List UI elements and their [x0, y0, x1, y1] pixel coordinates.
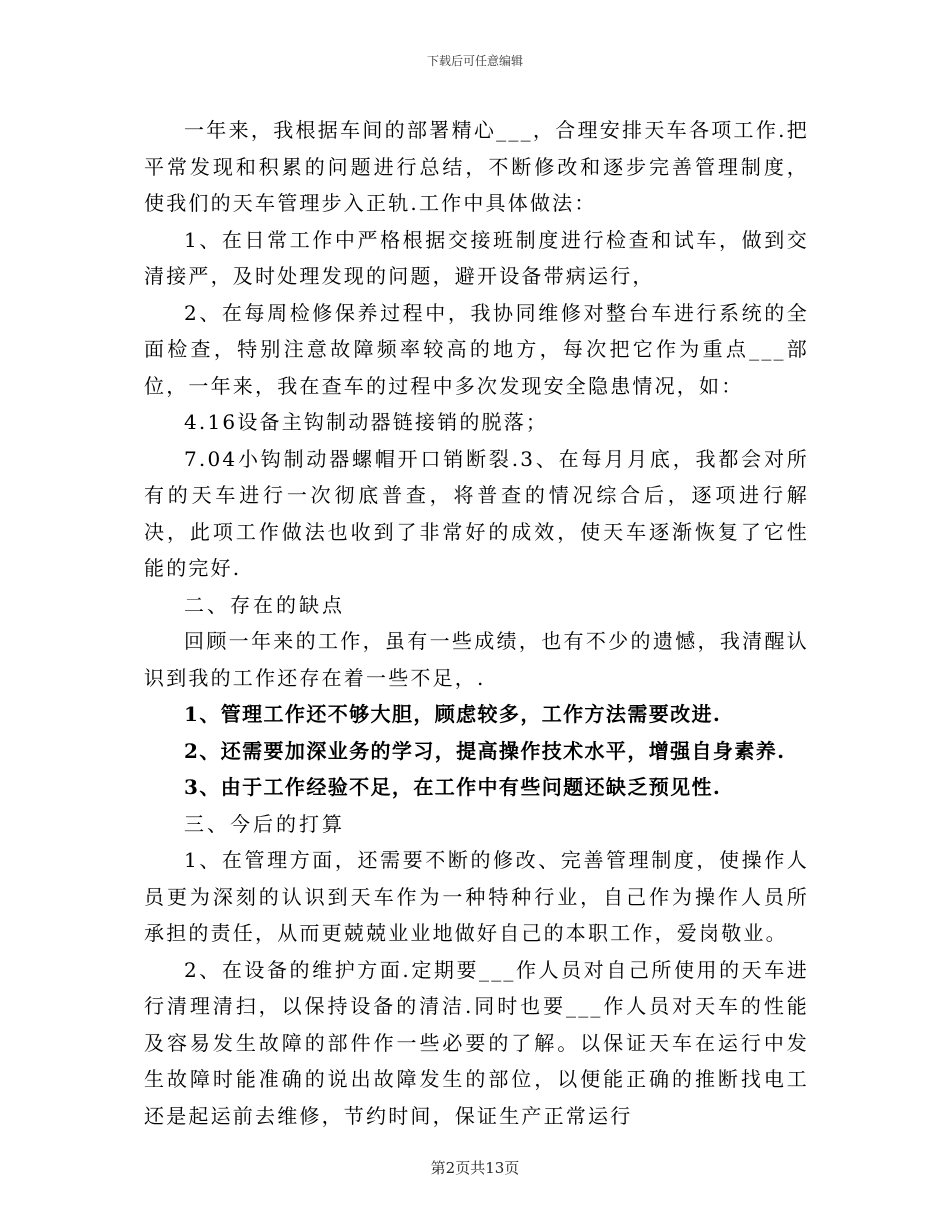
paragraph-item-2: 2、在每周检修保养过程中，我协同维修对整台车进行系统的全面检查，特别注意故障频率较高的地方，每次把它作为重点___部位，一年来，我在查车的过程中多次发现安全隐患情况，如：	[144, 300, 809, 398]
section-heading-shortcomings: 二、存在的缺点	[184, 592, 345, 617]
paragraph-review: 回顾一年来的工作，虽有一些成绩，也有不少的遗憾，我清醒认识到我的工作还存在着一些不足，.	[144, 629, 809, 690]
shortcoming-item-2: 2、还需要加深业务的学习，提高操作技术水平，增强自身素养.	[184, 738, 786, 763]
shortcoming-item-3: 3、由于工作经验不足，在工作中有些问题还缺乏预见性.	[184, 775, 722, 799]
document-body	[144, 112, 809, 1134]
plan-item-2: 2、在设备的维护方面.定期要___作人员对自己所使用的天车进行清理清扫，以保持设备的清洁.同时也要___作人员对天车的性能及容易发生故障的部件作一些必要的了解。以保证天车在运行中发生故障时能准确的说出故障发生的部位，以便能正确的推断找电工还是起运前去维修，节约时间，保证生产正常运行	[144, 957, 809, 1128]
paragraph-example-1: 4.16设备主钩制动器链接销的脱落；	[184, 410, 549, 434]
page-number: 第2页共13页	[430, 1159, 520, 1177]
page-header: 下载后可任意编辑	[426, 54, 523, 68]
paragraph-example-2: 7.04小钩制动器螺帽开口销断裂.3、在每月月底，我都会对所有的天车进行一次彻底普查，将普查的情况综合后，逐项进行解决，此项工作做法也收到了非常好的成效，使天车逐渐恢复了它性能的完好.	[144, 446, 809, 580]
paragraph-intro: 一年来，我根据车间的部署精心___，合理安排天车各项工作.把平常发现和积累的问题进行总结，不断修改和逐步完善管理制度，使我们的天车管理步入正轨.工作中具体做法：	[144, 118, 809, 215]
shortcoming-item-1: 1、管理工作还不够大胆，顾虑较多，工作方法需要改进.	[184, 702, 722, 726]
plan-item-1: 1、在管理方面，还需要不断的修改、完善管理制度，使操作人员更为深刻的认识到天车作为一种特种行业，自己作为操作人员所承担的责任，从而更兢兢业业地做好自己的本职工作，爱岗敬业。	[144, 848, 809, 945]
section-heading-plans: 三、今后的打算	[184, 811, 345, 836]
paragraph-item-1: 1、在日常工作中严格根据交接班制度进行检查和试车，做到交清接严，及时处理发现的问题，避开设备带病运行，	[144, 227, 809, 288]
